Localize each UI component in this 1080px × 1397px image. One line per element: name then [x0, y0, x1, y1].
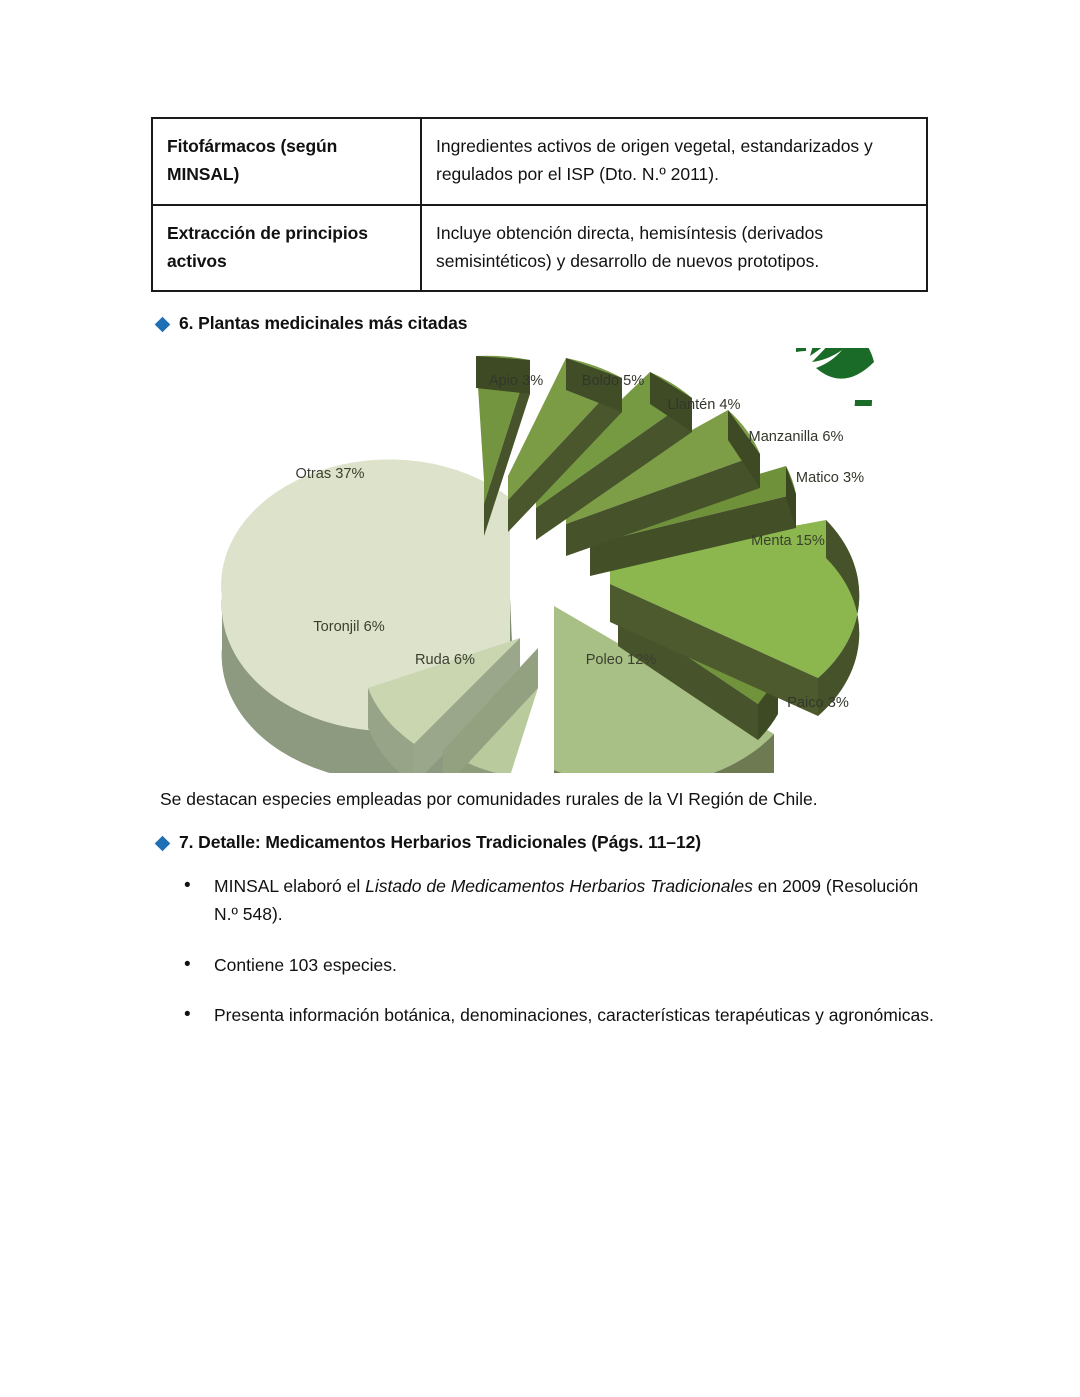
section-heading-6: [157, 313, 467, 334]
table-cell-description: Incluye obtención directa, hemisíntesis (derivados semisintéticos) y desarrollo de nuevos prototipos.: [421, 205, 927, 292]
detail-bullet-list: [178, 872, 938, 1051]
section-heading-6-label: 6. Plantas medicinales más citadas: [179, 313, 468, 333]
pie-label-menta: Menta 15%: [751, 533, 825, 549]
diamond-bullet-icon: [155, 317, 171, 333]
list-item-text-after: en 2009 (Resolución N.º 548).: [214, 876, 919, 925]
pie-label-otras: Otras 37%: [295, 466, 365, 482]
pie-label-ruda: Ruda 6%: [414, 652, 476, 668]
pie-label-toronjil: Toronjil 6%: [313, 619, 385, 635]
pie-chart-plantas-medicinales: [218, 348, 886, 773]
table-cell-term: Extracción de principios activos: [152, 205, 421, 292]
list-item: [178, 872, 938, 929]
list-item-text-before: MINSAL elaboró el: [214, 876, 366, 896]
list-item: [178, 1001, 938, 1029]
table-cell-description: Ingredientes activos de origen vegetal, estandarizados y regulados por el ISP (Dto. N.º 2011).: [421, 118, 927, 205]
pie-label-llanten: Llantén 4%: [667, 397, 741, 413]
leaf-logo-icon: [740, 348, 874, 466]
diamond-bullet-icon: [155, 836, 171, 852]
table-cell-term: Fitofármacos (según MINSAL): [152, 118, 421, 205]
chart-caption: Se destacan especies empleadas por comunidades rurales de la VI Región de Chile.: [160, 789, 818, 809]
list-item-text: Contiene 103 especies.: [214, 954, 397, 975]
pie-label-boldo: Boldo 5%: [581, 373, 645, 389]
pie-label-matico: Matico 3%: [795, 470, 865, 486]
section-heading-7: [157, 832, 701, 853]
pie-label-poleo: Poleo 12%: [585, 652, 657, 668]
list-item-text: Presenta información botánica, denominaciones, características terapéuticas y agronómicas.: [214, 1005, 934, 1026]
pie-label-apio: Apio 3%: [488, 373, 544, 389]
table-row: [152, 118, 927, 205]
list-item-text-italic: Listado de Medicamentos Herbarios Tradicionales: [365, 876, 753, 896]
table-row: [152, 205, 927, 292]
definitions-table: [151, 117, 928, 292]
pie-label-paico: Paico 3%: [787, 695, 849, 711]
pie-label-manzanilla: Manzanilla 6%: [748, 429, 844, 445]
list-item: [178, 951, 938, 979]
section-heading-7-label: 7. Detalle: Medicamentos Herbarios Tradicionales (Págs. 11–12): [179, 832, 701, 852]
